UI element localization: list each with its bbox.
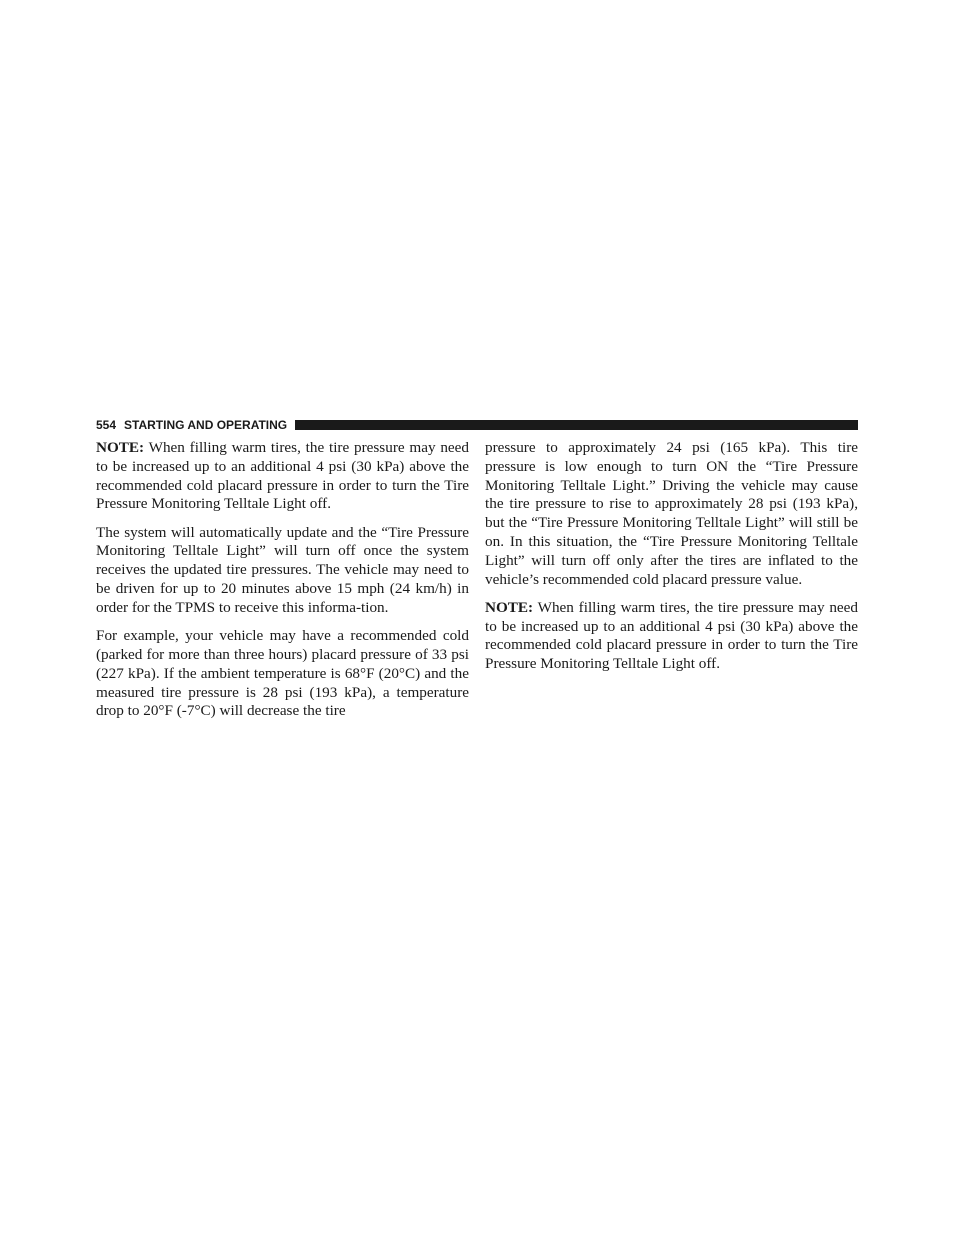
example-continued-paragraph: pressure to approximately 24 psi (165 kPa). This tire pressure is low enough to turn ON the “Tire Pressure Monitoring Telltale Light.” Driving the vehicle may cause the tire pressure to rise to approximately 28 psi (193 kPa), but the “Tire Pressure Monitoring Telltale Light” will still be on. In this situation, the “Tire Pressure Monitoring Telltale Light” will turn off only after the tires are inflated to the vehicle’s recommended cold placard pressure value. bbox=[485, 439, 858, 588]
left-column bbox=[96, 439, 469, 731]
note-text: When filling warm tires, the tire pressure may need to be increased up to an additional 4 psi (30 kPa) above the recommended cold placard pressure in order to turn the Tire Pressure Monitoring Telltale Light off. bbox=[96, 439, 469, 513]
note-text: When filling warm tires, the tire pressure may need to be increased up to an additional 4 psi (30 kPa) above the recommended cold placard pressure in order to turn the Tire Pressure Monitoring Telltale Light off. bbox=[485, 598, 858, 673]
note-label: NOTE: bbox=[485, 598, 534, 616]
note-label: NOTE: bbox=[96, 439, 145, 456]
section-title: STARTING AND OPERATING bbox=[124, 417, 288, 432]
page-number: 554 bbox=[96, 417, 117, 432]
header-rule-bar bbox=[295, 420, 858, 430]
note-paragraph bbox=[485, 599, 858, 674]
page-header bbox=[96, 417, 858, 432]
example-paragraph: For example, your vehicle may have a recommended cold (parked for more than three hours) placard pressure of 33 psi (227 kPa). If the ambient temperature is 68°F (20°C) and the measured tire pressure is 28 psi (193 kPa), a temperature drop to 20°F (-7°C) will decrease the tire bbox=[96, 627, 469, 720]
update-paragraph: The system will automatically update and the “Tire Pressure Monitoring Telltale Light” will turn off once the system receives the updated tire pressures. The vehicle may need to be driven for up to 20 minutes above 15 mph (24 km/h) in order for the TPMS to receive this informa-tion. bbox=[96, 523, 469, 616]
note-paragraph bbox=[96, 439, 469, 514]
right-column bbox=[485, 439, 858, 684]
